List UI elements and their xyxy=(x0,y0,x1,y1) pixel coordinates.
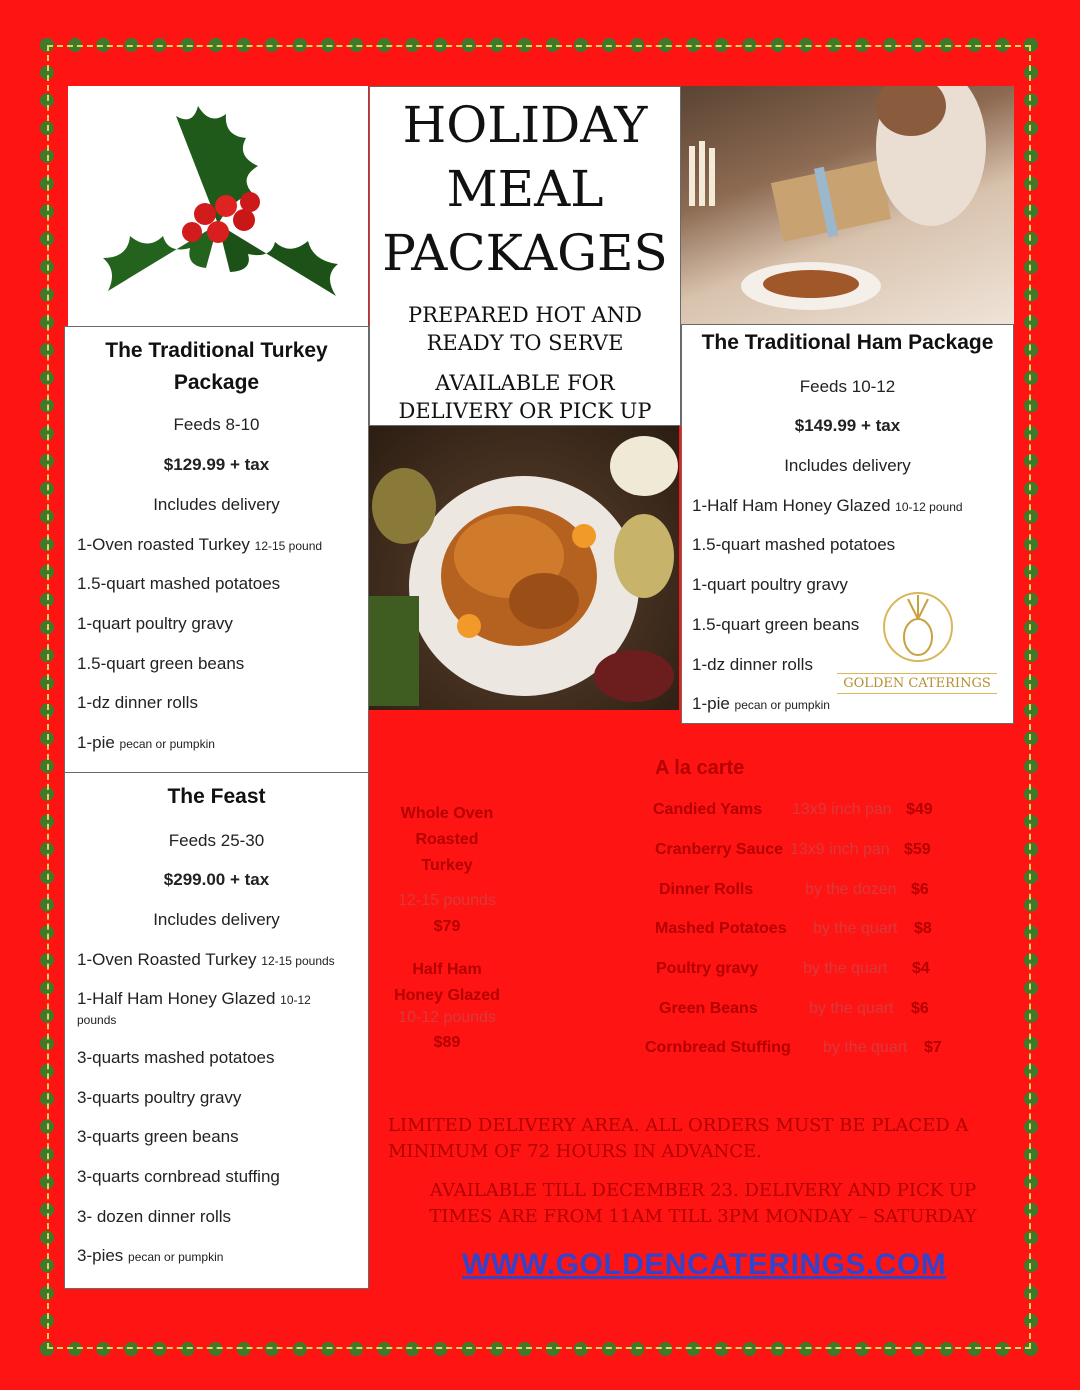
whole-turkey-name: Whole Oven Roasted Turkey xyxy=(400,805,494,874)
list-item: 3-quarts cornbread stuffing xyxy=(77,1167,280,1186)
roast-turkey-photo xyxy=(369,426,679,710)
list-item: 1-Half Ham Honey Glazed 10-12 xyxy=(77,989,311,1008)
gift-exchange-photo xyxy=(681,86,1014,324)
carte-item-name: Dinner Rolls xyxy=(659,881,754,898)
carte-item-name: Cornbread Stuffing xyxy=(645,1039,791,1056)
half-ham-name: Half Ham Honey Glazed xyxy=(394,961,500,1004)
turkey-delivery: Includes delivery xyxy=(153,495,280,514)
subtitle-prepared: PREPARED HOT AND xyxy=(408,303,642,327)
title-line-packages: PACKAGES xyxy=(382,224,668,282)
list-item: 1-Oven Roasted Turkey 12-15 pounds xyxy=(77,950,335,969)
list-item-continuation: pounds xyxy=(77,1013,117,1027)
list-item: 3-quarts poultry gravy xyxy=(77,1088,242,1107)
carte-item-unit: by the quart xyxy=(823,1039,908,1056)
feast-price: $299.00 + tax xyxy=(163,870,270,889)
availability-notice: AVAILABLE TILL DECEMBER 23. DELIVERY AND PICK UP TIMES ARE FROM 11AM TILL 3PM MONDAY – SATURDAY xyxy=(429,1180,977,1227)
delivery-area-notice: LIMITED DELIVERY AREA. ALL ORDERS MUST BE PLACED A MINIMUM OF 72 HOURS IN ADVANCE. xyxy=(388,1115,969,1162)
carte-item-price: $6 xyxy=(911,881,929,898)
list-item: 3-pies pecan or pumpkin xyxy=(77,1246,224,1265)
carte-item-price: $6 xyxy=(911,1000,929,1017)
carte-item-unit: by the quart xyxy=(813,920,898,937)
feast-package-card xyxy=(64,772,369,1289)
list-item: 3-quarts mashed potatoes xyxy=(77,1048,275,1067)
list-item: 1.5-quart mashed potatoes xyxy=(77,574,281,593)
carte-item-unit: 13x9 inch pan xyxy=(792,801,892,818)
title-line-holiday: HOLIDAY xyxy=(402,96,648,154)
whole-turkey-price: $79 xyxy=(433,918,461,935)
title-line-meal: MEAL xyxy=(446,160,604,218)
subtitle-available: AVAILABLE FOR xyxy=(435,371,615,395)
carte-item-name: Cranberry Sauce xyxy=(655,841,784,858)
ham-price: $149.99 + tax xyxy=(794,416,901,435)
list-item: 1.5-quart mashed potatoes xyxy=(692,535,896,554)
carte-item-unit: by the dozen xyxy=(805,881,897,898)
subtitle-delivery: DELIVERY OR PICK UP xyxy=(398,399,652,423)
subtitle-ready: READY TO SERVE xyxy=(426,331,624,355)
a-la-carte-heading: A la carte xyxy=(655,757,745,779)
turkey-feeds: Feeds 8-10 xyxy=(173,415,260,434)
list-item: 1.5-quart green beans xyxy=(692,615,860,634)
ham-feeds: Feeds 10-12 xyxy=(799,377,896,396)
carte-item-price: $8 xyxy=(914,920,932,937)
carte-item-name: Candied Yams xyxy=(653,801,763,818)
list-item: 3-quarts green beans xyxy=(77,1127,239,1146)
list-item: 1-Oven roasted Turkey 12-15 pound xyxy=(77,535,323,554)
pineapple-logo-icon xyxy=(878,587,958,667)
carte-item-name: Green Beans xyxy=(659,1000,758,1017)
holly-image xyxy=(68,86,368,326)
carte-item-name: Mashed Potatoes xyxy=(655,920,787,937)
half-ham-price: $89 xyxy=(433,1034,461,1051)
list-item: 1-pie pecan or pumpkin xyxy=(77,733,215,752)
carte-item-price: $49 xyxy=(906,801,933,818)
list-item: 1.5-quart green beans xyxy=(77,654,245,673)
holly-icon xyxy=(68,86,368,326)
turkey-package-card xyxy=(64,326,369,774)
carte-item-price: $7 xyxy=(924,1039,942,1056)
title-panel xyxy=(369,86,681,426)
list-item: 1-pie pecan or pumpkin xyxy=(692,694,830,713)
carte-item-name: Poultry gravy xyxy=(656,960,759,977)
ham-package-title: The Traditional Ham Package xyxy=(701,331,994,354)
carte-item-unit: 13x9 inch pan xyxy=(790,841,890,858)
carte-item-unit: by the quart xyxy=(803,960,888,977)
list-item: 3- dozen dinner rolls xyxy=(77,1207,232,1226)
ham-package-card xyxy=(681,324,1014,724)
feast-feeds: Feeds 25-30 xyxy=(168,831,265,850)
list-item: 1-dz dinner rolls xyxy=(692,655,813,674)
golden-caterings-logo-text: GOLDEN CATERINGS xyxy=(837,673,997,694)
ham-delivery: Includes delivery xyxy=(784,456,911,475)
feast-package-title: The Feast xyxy=(167,785,266,808)
list-item: 1-quart poultry gravy xyxy=(77,614,233,633)
turkey-price: $129.99 + tax xyxy=(163,455,270,474)
list-item: 1-quart poultry gravy xyxy=(692,575,848,594)
list-item: 1-Half Ham Honey Glazed 10-12 pound xyxy=(692,496,963,515)
half-ham-weight: 10-12 pounds xyxy=(398,1009,496,1026)
carte-item-price: $4 xyxy=(912,960,930,977)
carte-item-price: $59 xyxy=(904,841,931,858)
whole-turkey-weight: 12-15 pounds xyxy=(398,892,496,909)
carte-item-unit: by the quart xyxy=(809,1000,894,1017)
list-item: 1-dz dinner rolls xyxy=(77,693,198,712)
turkey-package-title: The Traditional Turkey Package xyxy=(105,339,328,394)
feast-delivery: Includes delivery xyxy=(153,910,280,929)
website-link[interactable]: WWW.GOLDENCATERINGS.COM xyxy=(462,1248,947,1281)
